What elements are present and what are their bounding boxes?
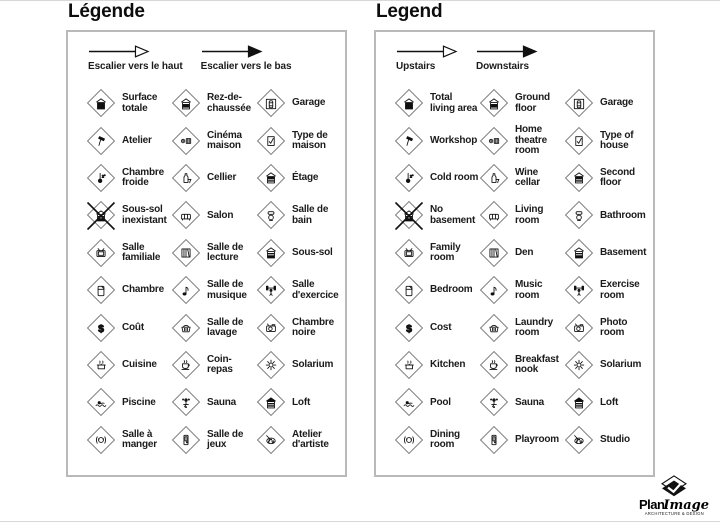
legend-panel-english xyxy=(374,30,655,477)
legend-item-solarium xyxy=(256,347,343,384)
legend-item-wine-cellar xyxy=(479,160,564,197)
legend-item-home-theatre xyxy=(171,122,256,159)
legend-item-bedroom xyxy=(86,272,171,309)
home-theatre-icon xyxy=(479,126,509,156)
legend-item-label: Cellier xyxy=(207,172,237,184)
pool-icon xyxy=(86,388,116,418)
legend-item-label: Coin-repas xyxy=(207,353,233,376)
playroom-icon xyxy=(479,425,509,455)
up-arrow-icon xyxy=(396,45,458,58)
bathroom-icon xyxy=(256,201,286,231)
photo-room-icon xyxy=(564,313,594,343)
svg-text:$: $ xyxy=(98,322,104,335)
down-arrow-icon xyxy=(476,45,538,58)
stairs-legend xyxy=(396,45,538,72)
legend-item-label: Coût xyxy=(122,321,144,333)
total-living-area-icon xyxy=(394,89,424,119)
svg-text:$: $ xyxy=(406,322,412,335)
legend-item-label: Bedroom xyxy=(430,284,473,296)
legend-item-label: Total living area xyxy=(430,92,478,114)
legend-item-kitchen xyxy=(86,347,171,384)
legend-item-label: Salon xyxy=(207,209,234,221)
solarium-icon xyxy=(564,350,594,380)
legend-item-label: Cuisine xyxy=(122,359,157,371)
legend-item-label: Salle d'exercice xyxy=(292,279,339,301)
legend-item-family-room xyxy=(394,235,479,272)
workshop-icon xyxy=(86,126,116,156)
photo-room-icon xyxy=(256,313,286,343)
logo-tagline: ARCHITECTURE & DESIGN xyxy=(644,512,704,517)
sauna-icon xyxy=(479,388,509,418)
legend-item-label: Studio xyxy=(600,433,630,445)
laundry-room-icon xyxy=(171,313,201,343)
legend-item-label: Rez-de-chaussée xyxy=(207,92,251,114)
stairs-up xyxy=(88,45,183,72)
type-of-house-icon xyxy=(256,126,286,156)
legend-panel-french xyxy=(66,30,347,477)
kitchen-icon xyxy=(394,350,424,380)
dining-room-icon xyxy=(394,425,424,455)
exercise-room-icon xyxy=(564,276,594,306)
family-room-icon xyxy=(394,238,424,268)
legend-item-label: Sous-sol inexistant xyxy=(122,204,167,226)
legend-item-label: Bathroom xyxy=(600,209,646,221)
cold-room-icon xyxy=(86,163,116,193)
legend-item-label: Cinéma maison xyxy=(207,129,242,152)
legend-item-label: Pool xyxy=(430,396,451,408)
page-title-english: Legend xyxy=(376,1,443,22)
music-room-icon xyxy=(479,276,509,306)
legend-item-type-of-house xyxy=(256,122,343,159)
second-floor-icon xyxy=(256,163,286,193)
legend-item-photo-room xyxy=(256,309,343,346)
legend-item-bathroom xyxy=(256,197,343,234)
legend-item-pool xyxy=(86,384,171,421)
legend-item-music-room xyxy=(479,272,564,309)
svg-text:2°: 2° xyxy=(101,174,106,179)
legend-item-bathroom xyxy=(564,197,651,234)
breakfast-nook-icon xyxy=(479,350,509,380)
legend-item-label: Breakfast nook xyxy=(515,353,559,376)
legend-item-garage xyxy=(564,85,651,122)
legend-item-label: Chambre xyxy=(122,284,164,296)
no-basement-icon xyxy=(86,201,116,231)
legend-item-living-room xyxy=(171,197,256,234)
legend-item-ground-floor xyxy=(171,85,256,122)
wine-cellar-icon xyxy=(479,163,509,193)
dining-room-icon xyxy=(86,425,116,455)
legend-item-solarium xyxy=(564,347,651,384)
legend-item-label: Living room xyxy=(515,204,544,226)
legend-item-label: Second floor xyxy=(600,166,635,189)
planimage-logo-icon xyxy=(661,475,687,499)
crossed-out-overlay xyxy=(86,201,116,231)
legend-item-label: Sous-sol xyxy=(292,247,333,258)
kitchen-icon xyxy=(86,350,116,380)
legend-item-label: Atelier d'artiste xyxy=(292,428,329,451)
legend-item-ground-floor xyxy=(479,85,564,122)
studio-icon xyxy=(564,425,594,455)
bedroom-icon xyxy=(86,276,116,306)
legend-item-label: Photo room xyxy=(600,316,628,339)
legend-item-sauna xyxy=(479,384,564,421)
legend-item-photo-room xyxy=(564,309,651,346)
legend-item-second-floor xyxy=(256,160,343,197)
legend-item-sauna xyxy=(171,384,256,421)
living-room-icon xyxy=(479,201,509,231)
legend-item-label: Dining room xyxy=(430,428,460,451)
stairs-down-label: Escalier vers le bas xyxy=(200,61,292,72)
legend-item-label: Étage xyxy=(292,172,319,184)
stairs-up-label: Escalier vers le haut xyxy=(88,61,183,72)
wine-cellar-icon xyxy=(171,163,201,193)
loft-icon xyxy=(256,388,286,418)
cost-icon xyxy=(394,313,424,343)
legend-item-label: Salle à manger xyxy=(122,428,157,451)
legend-item-label: Kitchen xyxy=(430,359,466,371)
legend-item-bedroom xyxy=(394,272,479,309)
legend-item-exercise-room xyxy=(564,272,651,309)
legend-item-label: Salle de bain xyxy=(292,204,329,226)
legend-item-breakfast-nook xyxy=(479,347,564,384)
legend-item-label: Solarium xyxy=(600,359,642,371)
legend-item-label: Type de maison xyxy=(292,129,328,152)
living-room-icon xyxy=(171,201,201,231)
legend-item-second-floor xyxy=(564,160,651,197)
legend-item-type-of-house xyxy=(564,122,651,159)
legend-item-wine-cellar xyxy=(171,160,256,197)
music-room-icon xyxy=(171,276,201,306)
legend-item-label: Salle de musique xyxy=(207,279,247,301)
legend-grid xyxy=(394,85,651,459)
legend-item-total-living-area xyxy=(86,85,171,122)
legend-item-label: Family room xyxy=(430,241,461,264)
bedroom-icon xyxy=(394,276,424,306)
studio-icon xyxy=(256,425,286,455)
playroom-icon xyxy=(171,425,201,455)
legend-item-laundry-room xyxy=(171,309,256,346)
legend-item-kitchen xyxy=(394,347,479,384)
legend-item-label: Playroom xyxy=(515,433,559,445)
legend-item-pool xyxy=(394,384,479,421)
legend-item-loft xyxy=(256,384,343,421)
legend-item-workshop xyxy=(394,122,479,159)
legend-item-loft xyxy=(564,384,651,421)
legend-item-music-room xyxy=(171,272,256,309)
legend-item-label: Solarium xyxy=(292,359,334,371)
no-basement-icon xyxy=(394,201,424,231)
legend-item-label: Salle de lavage xyxy=(207,316,244,339)
page-title-french: Légende xyxy=(68,1,145,22)
exercise-room-icon xyxy=(256,276,286,306)
legend-item-dining-room xyxy=(86,422,171,459)
legend-item-studio xyxy=(564,422,651,459)
breakfast-nook-icon xyxy=(171,350,201,380)
svg-text:2°: 2° xyxy=(409,174,414,179)
legend-item-label: Cold room xyxy=(430,172,479,184)
legend-item-label: Salle de jeux xyxy=(207,428,244,451)
legend-item-exercise-room xyxy=(256,272,343,309)
legend-item-label: Chambre noire xyxy=(292,316,334,339)
legend-item-label: Wine cellar xyxy=(515,166,540,189)
legend-item-label: Garage xyxy=(600,97,634,109)
den-icon xyxy=(479,238,509,268)
legend-item-label: No basement xyxy=(430,204,476,226)
workshop-icon xyxy=(394,126,424,156)
stairs-down-label: Downstairs xyxy=(476,61,529,72)
legend-item-cold-room xyxy=(394,160,479,197)
pool-icon xyxy=(394,388,424,418)
legend-item-label: Workshop xyxy=(430,134,478,146)
crossed-out-overlay xyxy=(394,201,424,231)
legend-item-dining-room xyxy=(394,422,479,459)
legend-item-playroom xyxy=(479,422,564,459)
legend-item-label: Music room xyxy=(515,279,543,301)
garage-icon xyxy=(256,89,286,119)
solarium-icon xyxy=(256,350,286,380)
legend-item-label: Atelier xyxy=(122,134,152,146)
planimage-logo-text xyxy=(639,498,709,512)
stairs-up-label: Upstairs xyxy=(396,61,436,72)
legend-item-label: Laundry room xyxy=(515,316,554,339)
den-icon xyxy=(171,238,201,268)
legend-item-label: Home theatre room xyxy=(515,124,547,157)
logo-word-plan: Plan xyxy=(638,497,665,512)
basement-icon xyxy=(564,238,594,268)
legend-item-total-living-area xyxy=(394,85,479,122)
legend-item-garage xyxy=(256,85,343,122)
legend-item-label: Basement xyxy=(600,247,647,258)
legend-item-den xyxy=(479,235,564,272)
cost-icon xyxy=(86,313,116,343)
legend-item-label: Cost xyxy=(430,321,452,333)
basement-icon xyxy=(256,238,286,268)
legend-item-label: Exercise room xyxy=(600,279,640,301)
legend-item-label: Type of house xyxy=(600,129,634,152)
legend-item-label: Chambre froide xyxy=(122,166,164,189)
legend-item-studio xyxy=(256,422,343,459)
legend-item-basement xyxy=(564,235,651,272)
second-floor-icon xyxy=(564,163,594,193)
stairs-up xyxy=(396,45,458,72)
legend-item-basement xyxy=(256,235,343,272)
legend-item-no-basement xyxy=(86,197,171,234)
legend-item-breakfast-nook xyxy=(171,347,256,384)
ground-floor-icon xyxy=(171,89,201,119)
stairs-down xyxy=(201,45,292,72)
legend-item-playroom xyxy=(171,422,256,459)
planimage-logo xyxy=(636,475,712,519)
legend-item-label: Salle de lecture xyxy=(207,241,244,264)
sauna-icon xyxy=(171,388,201,418)
stairs-legend xyxy=(88,45,291,72)
legend-grid xyxy=(86,85,343,459)
legend-item-label: Loft xyxy=(292,396,311,408)
legend-item-label: Piscine xyxy=(122,396,156,408)
type-of-house-icon xyxy=(564,126,594,156)
loft-icon xyxy=(564,388,594,418)
legend-item-family-room xyxy=(86,235,171,272)
total-living-area-icon xyxy=(86,89,116,119)
legend-item-label: Sauna xyxy=(515,396,545,408)
bathroom-icon xyxy=(564,201,594,231)
legend-item-label: Ground floor xyxy=(515,92,550,114)
legend-item-label: Loft xyxy=(600,396,619,408)
legend-item-laundry-room xyxy=(479,309,564,346)
ground-floor-icon xyxy=(479,89,509,119)
legend-item-living-room xyxy=(479,197,564,234)
legend-item-home-theatre xyxy=(479,122,564,159)
laundry-room-icon xyxy=(479,313,509,343)
legend-item-cost xyxy=(394,309,479,346)
legend-item-label: Den xyxy=(515,247,534,258)
legend-item-cost xyxy=(86,309,171,346)
legend-item-label: Garage xyxy=(292,97,326,109)
legend-item-workshop xyxy=(86,122,171,159)
legend-item-label: Sauna xyxy=(207,396,237,408)
legend-item-den xyxy=(171,235,256,272)
legend-item-cold-room xyxy=(86,160,171,197)
family-room-icon xyxy=(86,238,116,268)
garage-icon xyxy=(564,89,594,119)
up-arrow-icon xyxy=(88,45,150,58)
page-bottom-edge xyxy=(0,521,720,522)
legend-item-label: Salle familiale xyxy=(122,241,161,264)
cold-room-icon xyxy=(394,163,424,193)
legend-item-label: Surface totale xyxy=(122,92,158,114)
stairs-down xyxy=(476,45,538,72)
legend-item-no-basement xyxy=(394,197,479,234)
home-theatre-icon xyxy=(171,126,201,156)
logo-word-image: Image xyxy=(663,498,710,513)
down-arrow-icon xyxy=(201,45,263,58)
